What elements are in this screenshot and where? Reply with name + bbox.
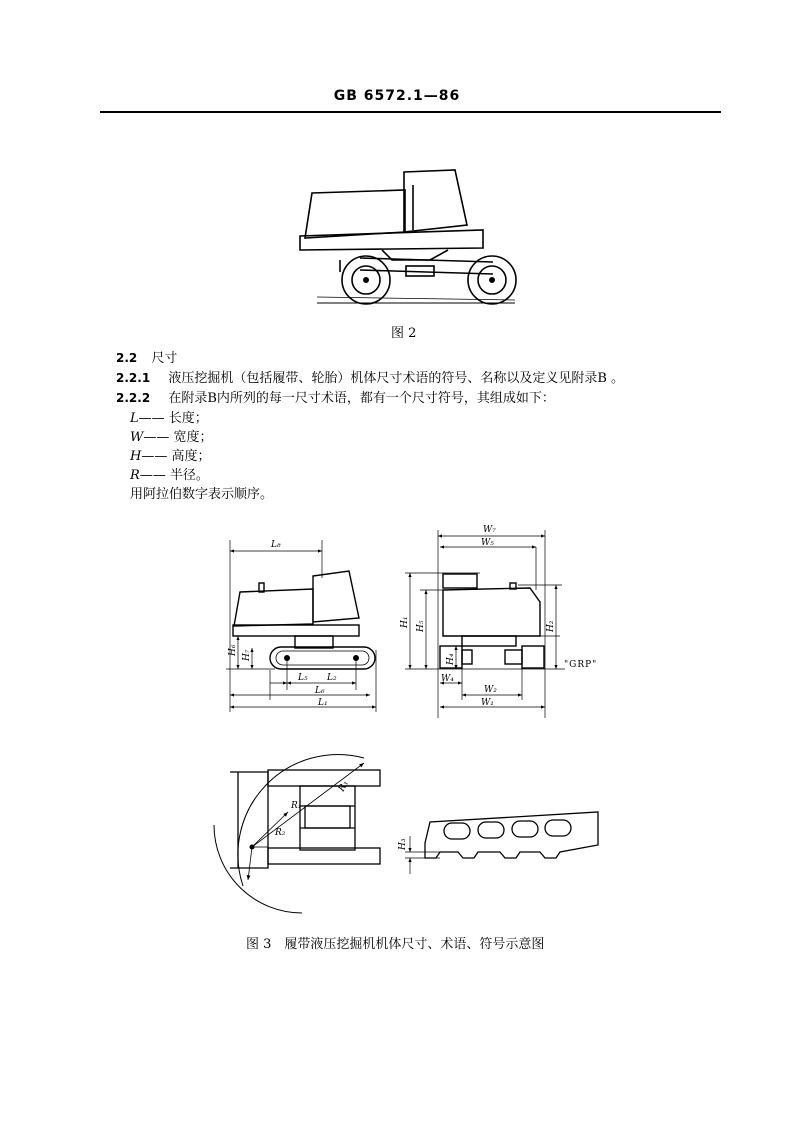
grp-label: "GRP" — [564, 660, 598, 670]
symbol-description: —— 宽度； — [143, 430, 213, 445]
symbol-description: —— 高度； — [141, 449, 211, 464]
swing-radius-lines — [248, 763, 364, 880]
dim-label-H7: H₇ — [242, 649, 252, 661]
dim-label-L1: L₁ — [318, 698, 328, 708]
section-title: 尺寸 — [151, 351, 178, 366]
symbol: L — [130, 411, 139, 426]
paragraph-number: 2.2.2 — [116, 391, 151, 405]
dim-label-R1: R₁ — [291, 801, 302, 811]
symbol: W — [130, 430, 144, 445]
side-view — [233, 571, 375, 669]
dim-label-H6: H₆ — [228, 644, 238, 656]
dim-label-L6: L₆ — [315, 686, 325, 696]
dim-label-W2: W₂ — [484, 685, 497, 695]
figure-3-caption: 图 3 履带液压挖掘机机体尺寸、术语、符号示意图 — [246, 937, 545, 952]
dim-label-L5: L₅ — [298, 673, 308, 683]
side-view-markers — [284, 655, 359, 661]
symbol: R — [130, 468, 140, 483]
dim-label-H4: H₄ — [446, 653, 456, 665]
dim-label-W4: W₄ — [441, 674, 454, 684]
dim-label-W7: W₇ — [483, 525, 496, 535]
dim-label-W1: W₁ — [481, 698, 494, 708]
footer-note: 用阿拉伯数字表示顺序。 — [130, 487, 274, 502]
dim-label-H1: H₁ — [400, 616, 410, 628]
dim-label-L2: L₂ — [327, 673, 337, 683]
paragraph-number: 2.2.1 — [116, 371, 151, 385]
grouser-dimensions — [405, 836, 440, 874]
swing-radius-view — [214, 755, 380, 913]
document-code: GB 6572.1—86 — [333, 88, 461, 104]
symbol-description: —— 半径。 — [139, 468, 209, 483]
dim-label-H5: H₅ — [416, 620, 426, 632]
paragraph-text: 在附录B内所列的每一尺寸术语，都有一个尺寸符号，其组成如下： — [168, 391, 555, 406]
paragraph-text: 液压挖掘机（包括履带、轮胎）机体尺寸术语的符号、名称以及定义见附录B 。 — [168, 371, 624, 386]
dim-label-L8: L₈ — [271, 540, 281, 550]
section-number: 2.2 — [116, 351, 138, 365]
symbol: H — [130, 449, 142, 464]
dim-label-H3: H₃ — [398, 838, 408, 850]
dim-label-H2: H₂ — [546, 620, 556, 632]
symbol-description: —— 长度； — [138, 411, 208, 426]
dim-label-R2: R₂ — [275, 828, 286, 838]
dim-label-W5: W₅ — [481, 538, 494, 548]
dim-label-R3: R₃ — [336, 779, 351, 794]
figure-2-caption: 图 2 — [391, 326, 417, 341]
track-grouser-detail — [425, 812, 598, 858]
